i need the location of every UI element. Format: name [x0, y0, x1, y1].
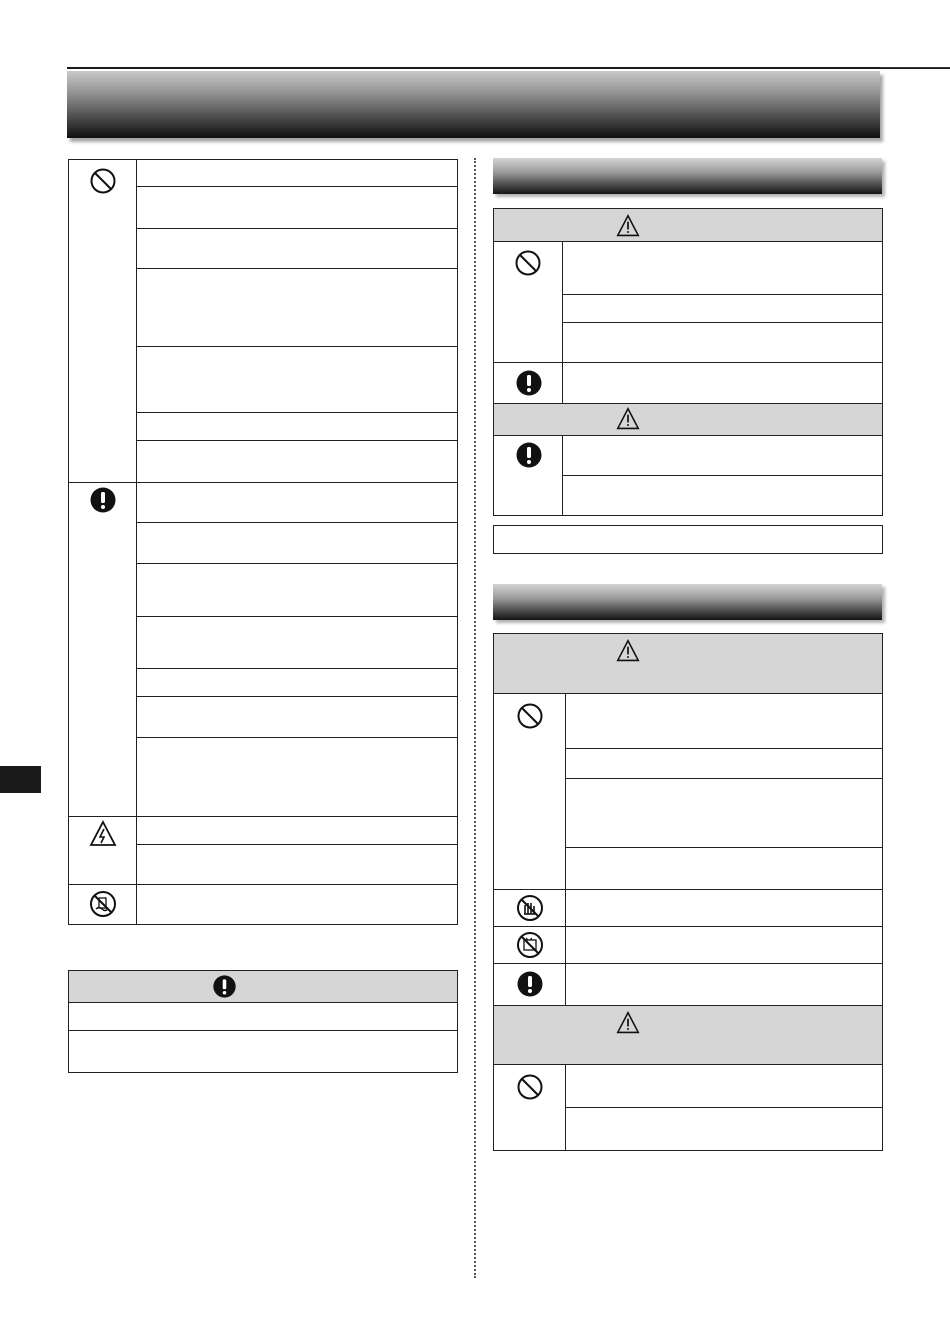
prohibited-icon	[514, 249, 542, 277]
right-safety-table-1	[493, 208, 883, 516]
right-note-box	[493, 525, 883, 554]
prohibited-icon	[516, 1073, 544, 1101]
left-caution-table	[68, 970, 458, 1073]
caution-triangle-icon	[616, 214, 640, 238]
top-rule-extension	[880, 67, 950, 68]
column-divider	[474, 158, 476, 1278]
header-banner	[67, 71, 880, 138]
prohibited-icon	[516, 702, 544, 730]
no-water-icon	[516, 931, 544, 959]
section-banner-1	[493, 158, 882, 194]
no-water-icon	[89, 890, 117, 918]
mandatory-action-icon	[515, 369, 543, 397]
no-wet-hands-icon	[516, 894, 544, 922]
electric-shock-icon	[89, 820, 117, 848]
section-banner-2	[493, 584, 882, 620]
caution-triangle-icon	[616, 1011, 640, 1035]
mandatory-action-icon	[515, 441, 543, 469]
caution-triangle-icon	[616, 407, 640, 431]
side-tab	[0, 766, 41, 793]
mandatory-action-icon	[212, 974, 237, 999]
top-rule	[67, 67, 950, 69]
prohibited-icon	[89, 167, 117, 195]
mandatory-action-icon	[516, 970, 544, 998]
caution-triangle-icon	[616, 639, 640, 663]
right-safety-table-2	[493, 633, 883, 1151]
left-safety-table	[68, 159, 458, 925]
mandatory-action-icon	[89, 486, 117, 514]
